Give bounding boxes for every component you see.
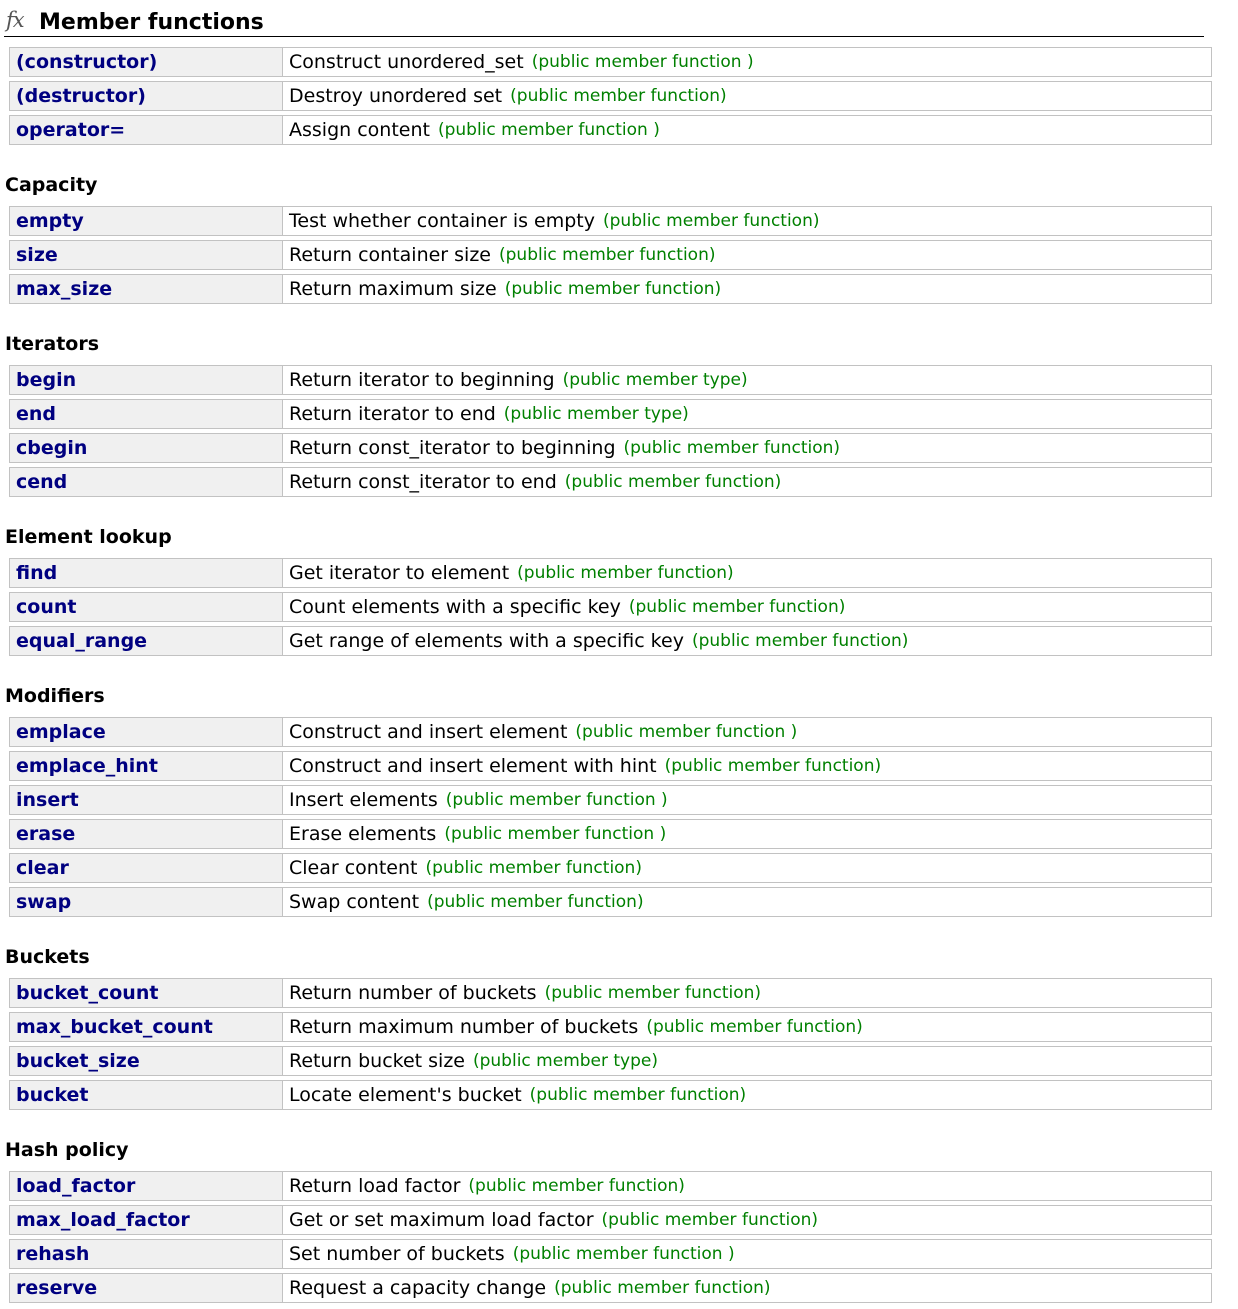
member-kind: (public member function) — [544, 983, 762, 1003]
member-link-max-size[interactable]: max_size — [16, 278, 113, 300]
member-kind: (public member type) — [562, 370, 748, 390]
member-description: Return const_iterator to end — [289, 471, 557, 493]
table-row — [9, 1205, 1212, 1235]
member-desc-cell — [283, 1081, 1211, 1109]
member-desc-cell — [283, 1240, 1211, 1268]
table-row — [9, 365, 1212, 395]
member-name-cell — [10, 559, 283, 587]
member-link-begin[interactable]: begin — [16, 369, 77, 391]
member-name-cell — [10, 1081, 283, 1109]
table-row — [9, 467, 1212, 497]
table-row — [9, 1171, 1212, 1201]
member-link-cbegin[interactable]: cbegin — [16, 437, 88, 459]
member-description: Insert elements — [289, 789, 438, 811]
member-kind: (public member function ) — [444, 824, 667, 844]
member-description: Return const_iterator to beginning — [289, 437, 616, 459]
member-desc-cell — [283, 400, 1211, 428]
member-link-load-factor[interactable]: load_factor — [16, 1175, 136, 1197]
member-kind: (public member function) — [691, 631, 909, 651]
member-description: Return container size — [289, 244, 491, 266]
member-name-cell — [10, 1047, 283, 1075]
table-row — [9, 819, 1212, 849]
member-description: Return number of buckets — [289, 982, 537, 1004]
member-desc-cell — [283, 786, 1211, 814]
member-description: Request a capacity change — [289, 1277, 547, 1299]
member-kind: (public member function) — [628, 597, 846, 617]
member-desc-cell — [283, 718, 1211, 746]
member-description: Swap content — [289, 891, 420, 913]
member-kind: (public member function) — [425, 858, 642, 878]
member-name-cell — [10, 468, 283, 496]
page-title: Member functions — [39, 10, 264, 35]
section-heading-buckets: Buckets — [5, 946, 90, 968]
member-kind: (public member function) — [517, 563, 734, 583]
member-link-bucket-size[interactable]: bucket_size — [16, 1050, 140, 1072]
member-name-cell — [10, 1240, 283, 1268]
member-desc-cell — [283, 1172, 1211, 1200]
fx-icon: fx — [6, 8, 24, 32]
member-kind: (public member function) — [468, 1176, 685, 1196]
member-name-cell — [10, 627, 283, 655]
member-desc-cell — [283, 593, 1211, 621]
member-kind: (public member function) — [510, 86, 727, 106]
table-row — [9, 81, 1212, 111]
member-desc-cell — [283, 241, 1211, 269]
section-heading-hash-policy: Hash policy — [5, 1139, 129, 1161]
member-description: Clear content — [289, 857, 418, 879]
member-link-equal-range[interactable]: equal_range — [16, 630, 148, 652]
table-row — [9, 1012, 1212, 1042]
table-row — [9, 274, 1212, 304]
member-link-destructor[interactable]: (destructor) — [16, 85, 146, 107]
section-heading-element-lookup: Element lookup — [5, 526, 172, 548]
member-name-cell — [10, 888, 283, 916]
member-kind: (public member type) — [503, 404, 689, 424]
member-kind: (public member function ) — [437, 120, 660, 140]
member-description: Get or set maximum load factor — [289, 1209, 594, 1231]
member-name-cell — [10, 854, 283, 882]
member-desc-cell — [283, 1274, 1211, 1302]
member-name-cell — [10, 1172, 283, 1200]
member-name-cell — [10, 116, 283, 144]
member-name-cell — [10, 1274, 283, 1302]
member-desc-cell — [283, 627, 1211, 655]
member-kind: (public member function) — [664, 756, 882, 776]
member-link-count[interactable]: count — [16, 596, 77, 618]
table-row — [9, 785, 1212, 815]
member-name-cell — [10, 1013, 283, 1041]
member-name-cell — [10, 48, 283, 76]
table-row — [9, 751, 1212, 781]
table-row — [9, 433, 1212, 463]
member-description: Set number of buckets — [289, 1243, 505, 1265]
member-kind: (public member function) — [646, 1017, 863, 1037]
member-description: Count elements with a specific key — [289, 596, 621, 618]
member-description: Construct unordered_set — [289, 51, 524, 73]
member-kind: (public member function) — [564, 472, 782, 492]
member-name-cell — [10, 434, 283, 462]
member-kind: (public member function ) — [531, 52, 754, 72]
member-name-cell — [10, 366, 283, 394]
member-link-erase[interactable]: erase — [16, 823, 76, 845]
member-description: Assign content — [289, 119, 430, 141]
member-link-max-load-factor[interactable]: max_load_factor — [16, 1209, 190, 1231]
member-link-find[interactable]: find — [16, 562, 58, 584]
member-desc-cell — [283, 1206, 1211, 1234]
member-desc-cell — [283, 434, 1211, 462]
member-description: Return maximum size — [289, 278, 497, 300]
member-name-cell — [10, 82, 283, 110]
section-heading-iterators: Iterators — [5, 333, 100, 355]
member-kind: (public member function) — [623, 438, 841, 458]
member-kind: (public member function) — [504, 279, 722, 299]
table-row — [9, 717, 1212, 747]
member-name-cell — [10, 718, 283, 746]
member-kind: (public member function) — [554, 1278, 771, 1298]
member-desc-cell — [283, 559, 1211, 587]
table-row — [9, 1273, 1212, 1303]
member-desc-cell — [283, 1047, 1211, 1075]
member-link-reserve[interactable]: reserve — [16, 1277, 98, 1299]
member-link-rehash[interactable]: rehash — [16, 1243, 90, 1265]
member-kind: (public member function ) — [445, 790, 668, 810]
member-link-clear[interactable]: clear — [16, 857, 69, 879]
member-kind: (public member function) — [427, 892, 644, 912]
table-row — [9, 240, 1212, 270]
member-link-bucket[interactable]: bucket — [16, 1084, 89, 1106]
member-description: Get iterator to element — [289, 562, 510, 584]
member-desc-cell — [283, 820, 1211, 848]
table-row — [9, 1239, 1212, 1269]
table-row — [9, 558, 1212, 588]
table-row — [9, 853, 1212, 883]
member-description: Destroy unordered set — [289, 85, 503, 107]
member-kind: (public member type) — [472, 1051, 659, 1071]
member-kind: (public member function) — [529, 1085, 747, 1105]
table-row — [9, 399, 1212, 429]
table-row — [9, 47, 1212, 77]
table-row — [9, 1080, 1212, 1110]
member-name-cell — [10, 593, 283, 621]
member-desc-cell — [283, 275, 1211, 303]
member-name-cell — [10, 979, 283, 1007]
member-desc-cell — [283, 468, 1211, 496]
member-desc-cell — [283, 82, 1211, 110]
member-description: Construct and insert element with hint — [289, 755, 657, 777]
section-heading-capacity: Capacity — [5, 174, 98, 196]
member-desc-cell — [283, 979, 1211, 1007]
member-name-cell — [10, 275, 283, 303]
member-name-cell — [10, 820, 283, 848]
member-description: Return load factor — [289, 1175, 461, 1197]
member-desc-cell — [283, 48, 1211, 76]
member-desc-cell — [283, 116, 1211, 144]
member-name-cell — [10, 752, 283, 780]
member-description: Return iterator to end — [289, 403, 496, 425]
member-name-cell — [10, 400, 283, 428]
member-description: Locate element's bucket — [289, 1084, 522, 1106]
member-desc-cell — [283, 854, 1211, 882]
member-description: Return iterator to beginning — [289, 369, 555, 391]
member-link-empty[interactable]: empty — [16, 210, 84, 232]
section-heading-modifiers: Modifiers — [5, 685, 105, 707]
table-row — [9, 592, 1212, 622]
member-link-max-bucket-count[interactable]: max_bucket_count — [16, 1016, 213, 1038]
member-link-emplace-hint[interactable]: emplace_hint — [16, 755, 158, 777]
member-kind: (public member function ) — [575, 722, 798, 742]
table-row — [9, 1046, 1212, 1076]
table-row — [9, 978, 1212, 1008]
table-row — [9, 115, 1212, 145]
member-link-emplace[interactable]: emplace — [16, 721, 106, 743]
member-link-cend[interactable]: cend — [16, 471, 68, 493]
member-description: Return maximum number of buckets — [289, 1016, 639, 1038]
member-desc-cell — [283, 207, 1211, 235]
member-name-cell — [10, 786, 283, 814]
member-description: Erase elements — [289, 823, 437, 845]
member-desc-cell — [283, 366, 1211, 394]
member-description: Return bucket size — [289, 1050, 465, 1072]
member-name-cell — [10, 241, 283, 269]
member-desc-cell — [283, 1013, 1211, 1041]
member-description: Get range of elements with a specific key — [289, 630, 684, 652]
member-link-end[interactable]: end — [16, 403, 57, 425]
table-row — [9, 887, 1212, 917]
member-link-swap[interactable]: swap — [16, 891, 72, 913]
member-desc-cell — [283, 888, 1211, 916]
member-name-cell — [10, 1206, 283, 1234]
table-row — [9, 626, 1212, 656]
member-kind: (public member function) — [603, 211, 820, 231]
page-header — [4, 6, 1204, 37]
member-kind: (public member function) — [601, 1210, 819, 1230]
member-desc-cell — [283, 752, 1211, 780]
member-kind: (public member function ) — [512, 1244, 735, 1264]
member-link-operator-assign[interactable]: operator= — [16, 119, 126, 141]
member-link-bucket-count[interactable]: bucket_count — [16, 982, 159, 1004]
member-link-insert[interactable]: insert — [16, 789, 79, 811]
member-description: Test whether container is empty — [289, 210, 595, 232]
member-link-constructor[interactable]: (constructor) — [16, 51, 158, 73]
member-description: Construct and insert element — [289, 721, 568, 743]
table-row — [9, 206, 1212, 236]
member-link-size[interactable]: size — [16, 244, 58, 266]
member-kind: (public member function) — [499, 245, 716, 265]
member-name-cell — [10, 207, 283, 235]
